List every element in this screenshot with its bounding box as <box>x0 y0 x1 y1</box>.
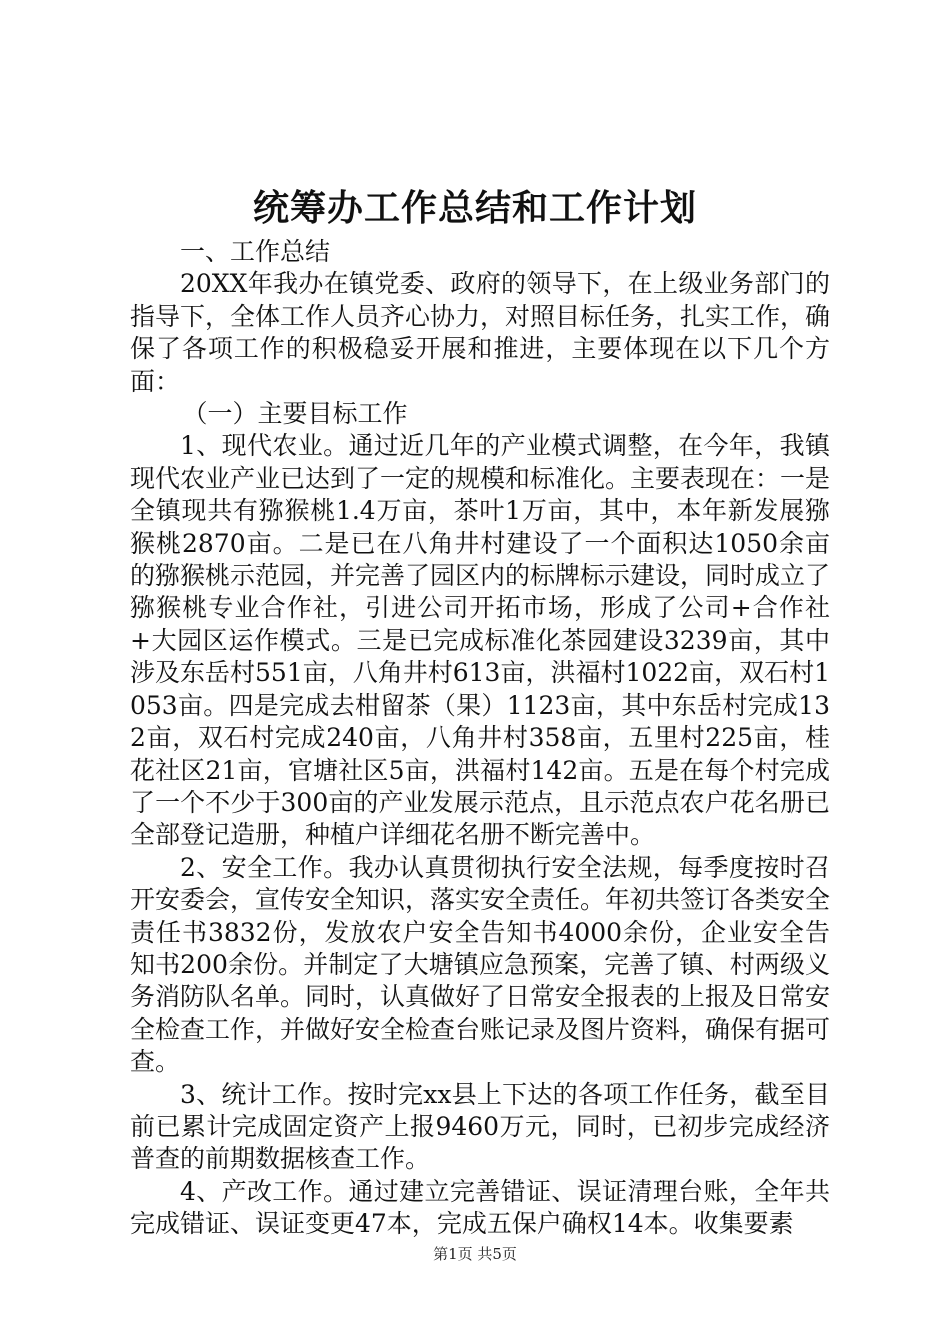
document-body <box>130 236 830 1241</box>
paragraph-property-reform: 4、产改工作。通过建立完善错证、误证清理台账，全年共完成错证、误证变更47本，完成五保户确权14本。收集要素 <box>130 1176 830 1239</box>
paragraph-safety-work: 2、安全工作。我办认真贯彻执行安全法规，每季度按时召开安委会，宣传安全知识，落实安全责任。年初共签订各类安全责任书3832份，发放农户安全告知书4000余份，企业安全告知书200余份。并制定了大塘镇应急预案，完善了镇、村两级义务消防队名单。同时，认真做好了日常安全报表的上报及日常安全检查工作，并做好安全检查台账记录及图片资料，确保有据可查。 <box>130 852 831 1077</box>
page-footer: 第1页 共5页 <box>433 1245 517 1263</box>
subsection-heading-main-goals: （一）主要目标工作 <box>182 399 408 429</box>
section-heading-summary: 一、工作总结 <box>180 237 331 266</box>
document-title: 统筹办工作总结和工作计划 <box>252 187 697 229</box>
intro-paragraph: 20XX年我办在镇党委、政府的领导下，在上级业务部门的指导下，全体工作人员齐心协力，对照目标任务，扎实工作，确保了各项工作的积极稳妥开展和推进，主要体现在以下几个方面： <box>130 269 831 396</box>
paragraph-statistics-work: 3、统计工作。按时完xx县上下达的各项工作任务，截至目前已累计完成固定资产上报9460万元，同时，已初步完成经济普查的前期数据核查工作。 <box>130 1079 830 1174</box>
paragraph-modern-agriculture: 1、现代农业。通过近几年的产业模式调整，在今年，我镇现代农业产业已达到了一定的规模和标准化。主要表现在：一是全镇现共有猕猴桃1.4万亩，茶叶1万亩，其中，本年新发展猕猴桃2870亩。二是已在八角井村建设了一个面积达1050余亩的猕猴桃示范园，并完善了园区内的标牌标示建设，同时成立了猕猴桃专业合作社，引进公司开拓市场，形成了公司+合作社+大园区运作模式。三是已完成标准化茶园建设3239亩，其中涉及东岳村551亩，八角井村613亩，洪福村1022亩，双石村1053亩。四是完成去柑留茶（果）1123亩，其中东岳村完成132亩，双石村完成240亩，八角井村358亩，五里村225亩，桂花社区21亩，官塘社区5亩，洪福村142亩。五是在每个村完成了一个不少于300亩的产业发展示范点，且示范点农户花名册已全部登记造册，种植户详细花名册不断完善中。 <box>130 431 831 850</box>
